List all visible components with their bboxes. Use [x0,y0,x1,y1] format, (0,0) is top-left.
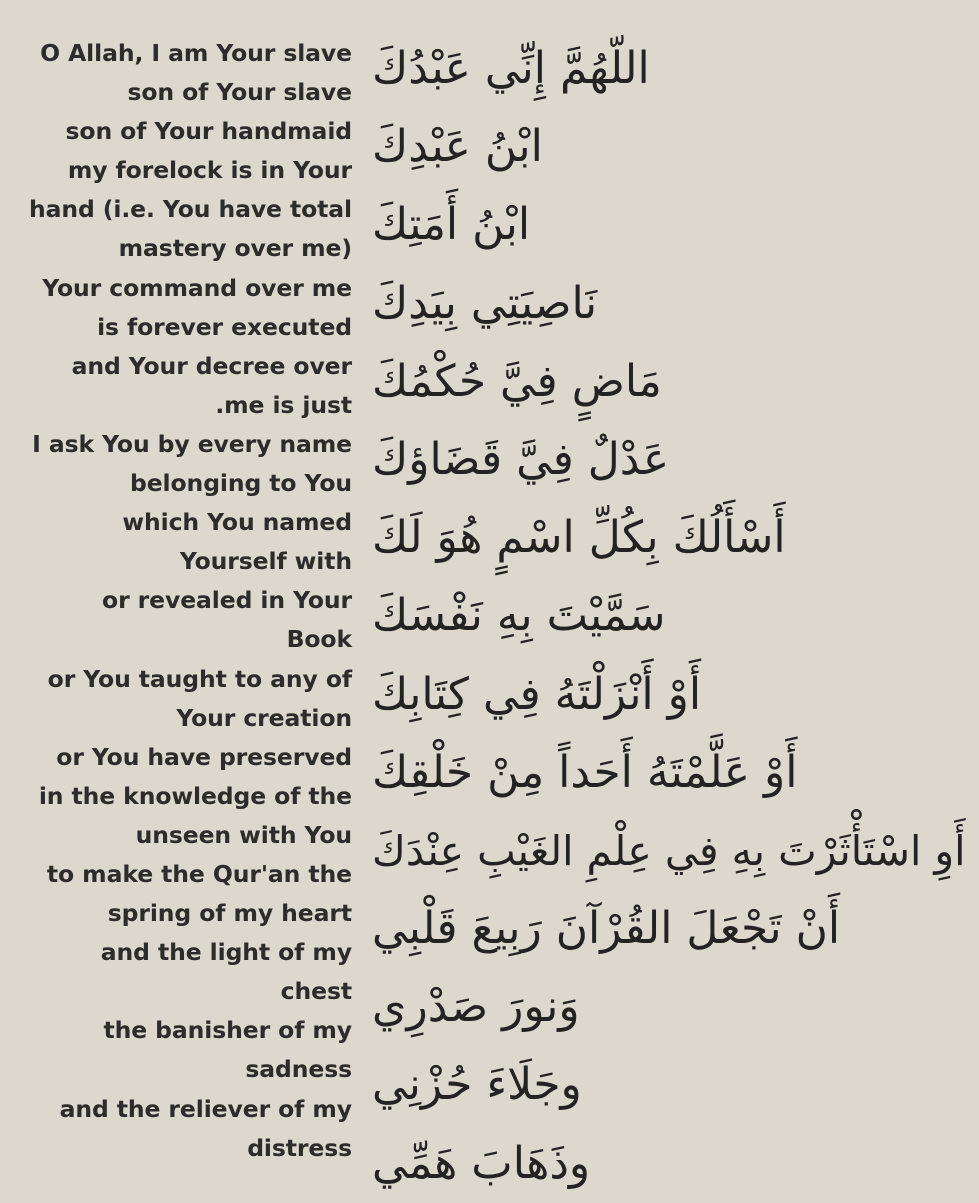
english-line: or You have preserved [56,742,352,771]
arabic-line: ابْنُ عَبْدِكَ [372,121,543,173]
english-line: Yourself with [179,547,352,576]
arabic-line: وجَلَاءَ حُزْنِي [372,1059,582,1111]
arabic-line: أَسْأَلُكَ بِكُلِّ اسْمٍ هُوَ لَكَ [372,512,786,564]
english-line: .me is just [215,390,352,419]
english-line: unseen with You [135,820,352,849]
english-line: Your creation [176,703,352,732]
arabic-line: سَمَّيْتَ بِهِ نَفْسَكَ [372,590,666,642]
english-line: hand (i.e. You have total [28,195,352,224]
arabic-line: ابْنُ أَمَتِكَ [372,199,531,251]
english-line: and the reliever of my [59,1094,352,1123]
arabic-line: اللّهُمَّ إِنِّي عَبْدُكَ [372,43,650,94]
arabic-line: أَوِ اسْتَأْثَرْتَ بِهِ فِي عِلْمِ الغَيْبِ عِنْدَكَ [372,826,966,875]
english-translation-column [0,34,352,1168]
english-line: spring of my heart [107,899,352,928]
english-line: is forever executed [97,312,352,341]
english-line: Book [286,625,352,654]
english-line: my forelock is in Your [67,156,352,185]
english-line: and the light of my [100,938,352,967]
english-line: belonging to You [130,469,352,498]
english-line: Your command over me [42,273,352,302]
english-line: in the knowledge of the [38,781,352,810]
english-line: or You taught to any of [47,664,352,693]
english-line: O Allah, I am Your slave [40,39,352,67]
arabic-line: أَوْ أَنْزَلْتَهُ فِي كِتَابِكَ [372,668,702,720]
arabic-line: نَاصِيَتِي بِيَدِكَ [372,277,598,329]
english-line: sadness [245,1055,352,1084]
english-line: and Your decree over [71,351,352,380]
arabic-line: عَدْلٌ فِيَّ قَضَاؤكَ [372,433,670,485]
english-line: mastery over me) [118,234,352,263]
arabic-line: أَنْ تَجْعَلَ القُرْآنَ رَبِيعَ قَلْبِي [372,903,841,955]
english-line: son of Your slave [127,78,352,107]
english-line: distress [247,1133,352,1162]
english-line: which You named [122,508,352,537]
english-line: the banisher of my [103,1016,352,1045]
english-line: or revealed in Your [102,586,352,615]
english-line: chest [280,977,352,1006]
english-line: I ask You by every name [32,429,352,458]
arabic-line: مَاضٍ فِيَّ حُكْمُكَ [372,355,662,407]
english-line: to make the Qur'an the [46,859,352,888]
arabic-line: وَنورَ صَدْرِي [372,981,580,1033]
arabic-line: أَوْ عَلَّمْتَهُ أَحَداً مِنْ خَلْقِكَ [372,746,798,798]
english-line: son of Your handmaid [65,117,352,146]
arabic-text-column [372,30,972,1203]
arabic-line: وذَهَابَ هَمِّي [372,1137,591,1189]
